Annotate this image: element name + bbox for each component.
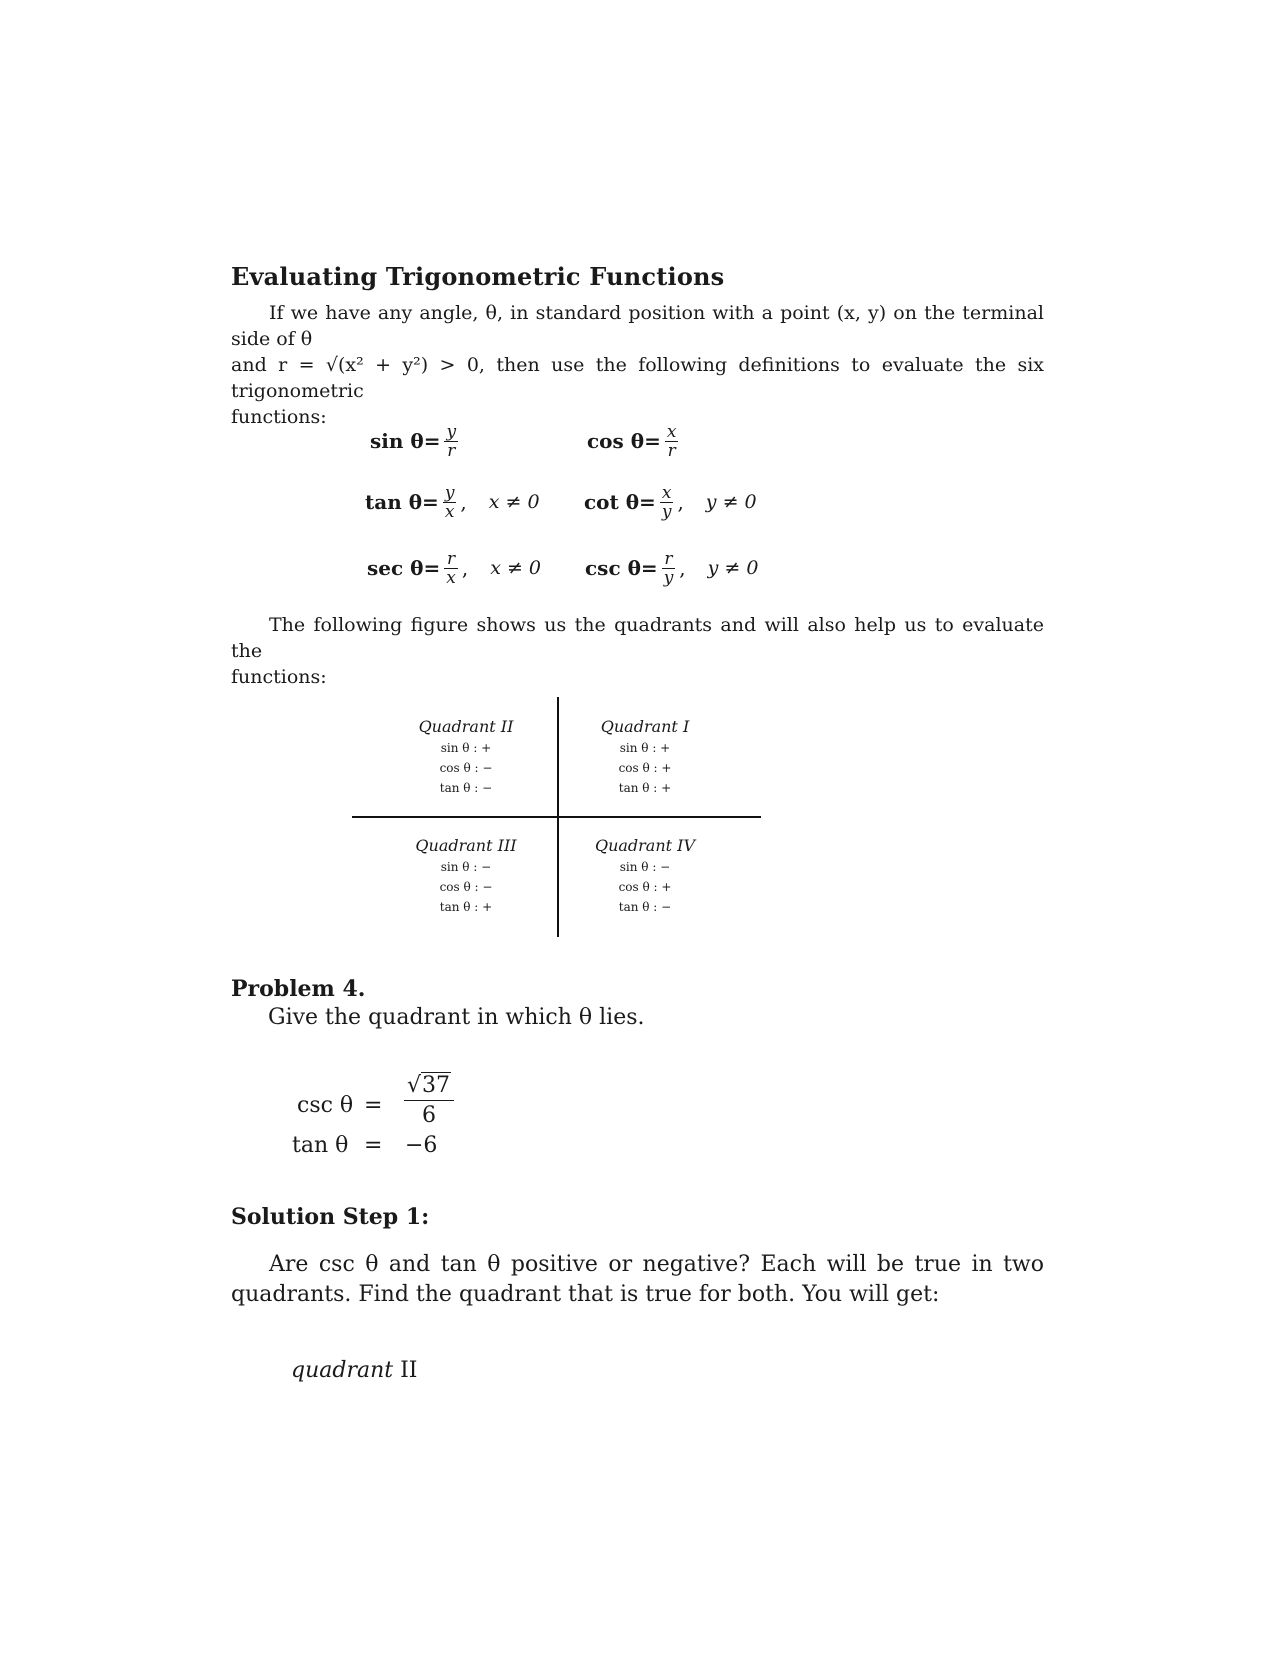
def-sin-num: y (446, 421, 457, 442)
eq1-numerator: √37 (406, 1073, 451, 1098)
def-sec-fraction (444, 550, 458, 587)
quadrant-4-cos: cos θ : + (618, 880, 672, 894)
def-sin (370, 419, 462, 463)
def-csc: csc θ= $\frac{r}{y}$ , y ≠ 0 (585, 548, 759, 588)
quadrant-2-tan: tan θ : − (439, 781, 493, 795)
def-sec-num: r (446, 548, 456, 569)
eq2-op: = (364, 1133, 383, 1158)
def-cos-fraction (665, 423, 679, 460)
def-csc-condition: y ≠ 0 (707, 557, 759, 579)
quadrant-4-box (565, 835, 725, 917)
answer-numeral: II (400, 1358, 418, 1383)
def-csc-fraction (662, 550, 676, 587)
def-cot: cot θ= $\frac{x}{y}$ , y ≠ 0 (584, 482, 757, 522)
quadrant-4-sin: sin θ : − (619, 860, 671, 874)
quadrant-1-box (565, 716, 725, 798)
quadrant-3-sin: sin θ : − (440, 860, 492, 874)
quadrant-4-tan: tan θ : − (618, 900, 672, 914)
def-tan-fraction (443, 484, 457, 521)
def-tan-condition: x ≠ 0 (488, 491, 540, 513)
def-cot-num: x (661, 482, 672, 503)
intro-line-3: functions: (231, 406, 327, 428)
quadrant-3-cos: cos θ : − (439, 880, 493, 894)
quadrant-1-tan: tan θ : + (618, 781, 672, 795)
eq1-rhs-fraction (404, 1072, 454, 1128)
figure-intro-line-2: functions: (231, 666, 327, 688)
def-csc-name: csc θ= (585, 556, 658, 580)
def-sec-condition: x ≠ 0 (490, 557, 541, 579)
quadrant-1-cos: cos θ : + (618, 761, 672, 775)
intro-line-1: If we have any angle, θ, in standard position with a point (x, y) on the terminal side of θ (231, 302, 1044, 350)
quadrant-2-box (386, 716, 546, 798)
eq2-rhs: −6 (405, 1133, 438, 1158)
def-sec-den: x (446, 567, 456, 588)
eq1-denominator: 6 (422, 1103, 436, 1128)
def-cot-name: cot θ= (584, 490, 656, 514)
def-sec-name: sec θ= (367, 556, 441, 580)
solution-text: Are csc θ and tan θ positive or negative? Each will be true in two quadrants. Find the quadrant that is true for both. You will get: (231, 1252, 1044, 1307)
def-cos-num: x (666, 421, 677, 442)
def-cot-den: y (661, 501, 672, 522)
def-sin-fraction (444, 423, 458, 460)
quadrant-1-name: Quadrant I (600, 717, 690, 736)
eq1-op: = (364, 1093, 383, 1118)
quadrant-x-axis (352, 816, 761, 818)
quadrant-2-name: Quadrant II (418, 717, 514, 736)
page-title: Evaluating Trigonometric Functions (231, 262, 725, 291)
intro-paragraph (231, 300, 1044, 430)
quadrant-3-box (386, 835, 546, 917)
eq2-lhs: tan θ (292, 1133, 349, 1158)
def-cot-fraction (660, 484, 674, 521)
answer-word: quadrant (291, 1358, 394, 1383)
eq1-radicand: 37 (422, 1073, 451, 1098)
def-tan-num: y (444, 482, 455, 503)
figure-intro-line-1: The following figure shows us the quadrants and will also help us to evaluate the (231, 614, 1044, 662)
problem-heading: Problem 4. (231, 976, 366, 1002)
def-tan-name: tan θ= (365, 490, 439, 514)
quadrant-2-sin: sin θ : + (440, 741, 492, 755)
def-tan-den: x (444, 501, 455, 522)
figure-intro-paragraph (231, 612, 1044, 690)
quadrant-4-name: Quadrant IV (594, 836, 696, 855)
def-cos-name: cos θ= (587, 429, 661, 453)
def-sin-den: r (447, 440, 456, 461)
def-cos (587, 419, 682, 463)
quadrant-3-name: Quadrant III (415, 836, 517, 855)
quadrant-2-cos: cos θ : − (439, 761, 493, 775)
solution-heading: Solution Step 1: (231, 1204, 430, 1230)
def-csc-den: y (663, 567, 674, 588)
quadrant-1-sin: sin θ : + (619, 741, 671, 755)
def-cot-condition: y ≠ 0 (705, 491, 757, 513)
eq1-lhs: csc θ (297, 1093, 354, 1118)
def-csc-num: r (664, 548, 673, 569)
intro-line-2: and r = √(x² + y²) > 0, then use the following definitions to evaluate the six trigonometric (231, 354, 1044, 402)
answer (291, 1358, 417, 1383)
quadrant-3-tan: tan θ : + (439, 900, 493, 914)
def-sin-name: sin θ= (370, 429, 441, 453)
def-cos-den: r (667, 440, 676, 461)
def-sec: sec θ= $\frac{r}{x}$ , x ≠ 0 (367, 548, 541, 588)
def-tan: tan θ= $\frac{y}{x}$ , x ≠ 0 (365, 482, 540, 522)
problem-text: Give the quadrant in which θ lies. (268, 1005, 645, 1030)
